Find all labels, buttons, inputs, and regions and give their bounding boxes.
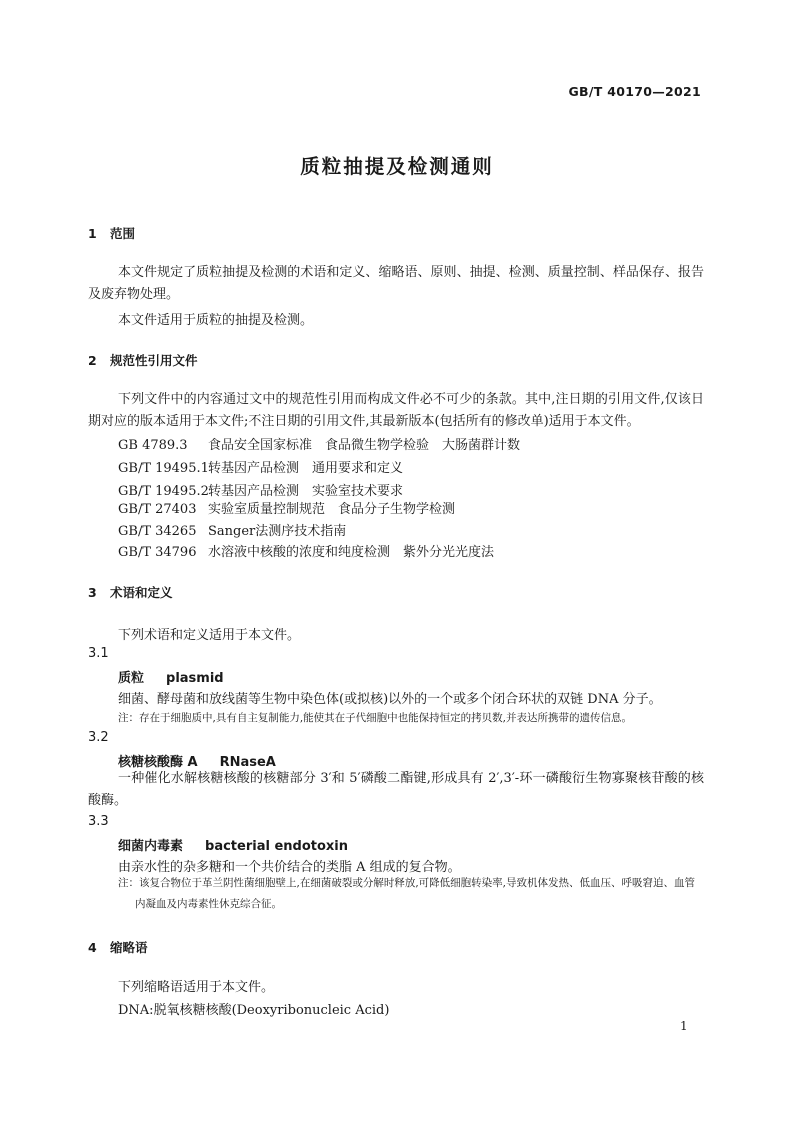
reference-code: GB 4789.3	[118, 438, 188, 453]
term-note: 注：该复合物位于革兰阴性菌细胞壁上,在细菌破裂或分解时释放,可降低细胞转染率,导致机体发热、低血压、呼吸窘迫、血管内凝血及内毒素性休克综合征。	[118, 877, 696, 910]
reference-item	[118, 520, 346, 539]
reference-title: 转基因产品检测 通用要求和定义	[208, 461, 404, 476]
term-name-en: plasmid	[166, 671, 224, 686]
abbreviation-item: DNA:脱氧核糖核酸(Deoxyribonucleic Acid)	[118, 1003, 390, 1018]
document-title: 质粒抽提及检测通则	[300, 155, 494, 178]
term-definition: 由亲水性的杂多糖和一个共价结合的类脂 A 组成的复合物。	[118, 860, 461, 875]
section-4-heading	[88, 938, 148, 956]
section-1-heading	[88, 224, 135, 242]
section-title: 范围	[110, 226, 136, 241]
reference-title: 转基因产品检测 实验室技术要求	[208, 484, 404, 499]
term-name-en: bacterial endotoxin	[205, 839, 349, 854]
reference-code: GB/T 34265	[118, 524, 197, 539]
section-number: 1	[88, 226, 97, 241]
reference-item	[118, 480, 403, 499]
section-title: 术语和定义	[110, 585, 173, 600]
reference-item	[118, 434, 520, 453]
section-3-heading	[88, 583, 173, 601]
scope-paragraph-2: 本文件适用于质粒的抽提及检测。	[118, 313, 314, 328]
reference-code: GB/T 19495.2	[118, 484, 209, 499]
abbreviations-intro: 下列缩略语适用于本文件。	[118, 980, 275, 995]
term-number: 3.3	[88, 814, 109, 829]
term-name	[118, 667, 224, 686]
term-name-zh: 质粒	[118, 671, 145, 686]
reference-title: 实验室质量控制规范 食品分子生物学检测	[208, 502, 456, 517]
section-2-heading	[88, 351, 198, 369]
section-number: 4	[88, 940, 97, 955]
term-definition: 细菌、酵母菌和放线菌等生物中染色体(或拟核)以外的一个或多个闭合环状的双链 DNA 分子。	[118, 692, 662, 707]
reference-code: GB/T 27403	[118, 502, 197, 517]
reference-title: Sanger法测序技术指南	[208, 524, 347, 539]
section-number: 3	[88, 585, 97, 600]
page-number: 1	[680, 1019, 688, 1033]
reference-item	[118, 541, 494, 560]
standard-code: GB/T 40170—2021	[568, 84, 701, 99]
reference-code: GB/T 34796	[118, 545, 197, 560]
reference-title: 食品安全国家标准 食品微生物学检验 大肠菌群计数	[208, 438, 521, 453]
term-name-zh: 核糖核酸酶 A	[118, 755, 198, 770]
scope-paragraph-1: 本文件规定了质粒抽提及检测的术语和定义、缩略语、原则、抽提、检测、质量控制、样品保存、报告及废弃物处理。	[88, 265, 704, 302]
term-name	[118, 835, 348, 854]
term-name-en: RNaseA	[219, 755, 276, 770]
term-number: 3.1	[88, 646, 109, 661]
term-name-zh: 细菌内毒素	[118, 839, 184, 854]
term-number: 3.2	[88, 730, 109, 745]
section-title: 缩略语	[110, 940, 148, 955]
reference-title: 水溶液中核酸的浓度和纯度检测 紫外分光光度法	[208, 545, 495, 560]
section-title: 规范性引用文件	[110, 353, 198, 368]
section-number: 2	[88, 353, 97, 368]
reference-code: GB/T 19495.1	[118, 461, 209, 476]
term-note: 注：存在于细胞质中,具有自主复制能力,能使其在子代细胞中也能保持恒定的拷贝数,并表达所携带的遗传信息。	[118, 712, 633, 724]
reference-item	[118, 498, 455, 517]
term-definition: 一种催化水解核糖核酸的核糖部分 3′和 5′磷酸二酯键,形成具有 2′,3′-环一磷酸衍生物寡聚核苷酸的核酸酶。	[88, 771, 704, 808]
terms-intro: 下列术语和定义适用于本文件。	[118, 628, 301, 643]
normative-references-intro: 下列文件中的内容通过文中的规范性引用而构成文件必不可少的条款。其中,注日期的引用文件,仅该日期对应的版本适用于本文件;不注日期的引用文件,其最新版本(包括所有的修改单)适用于本文件。	[88, 392, 704, 429]
reference-item	[118, 457, 403, 476]
